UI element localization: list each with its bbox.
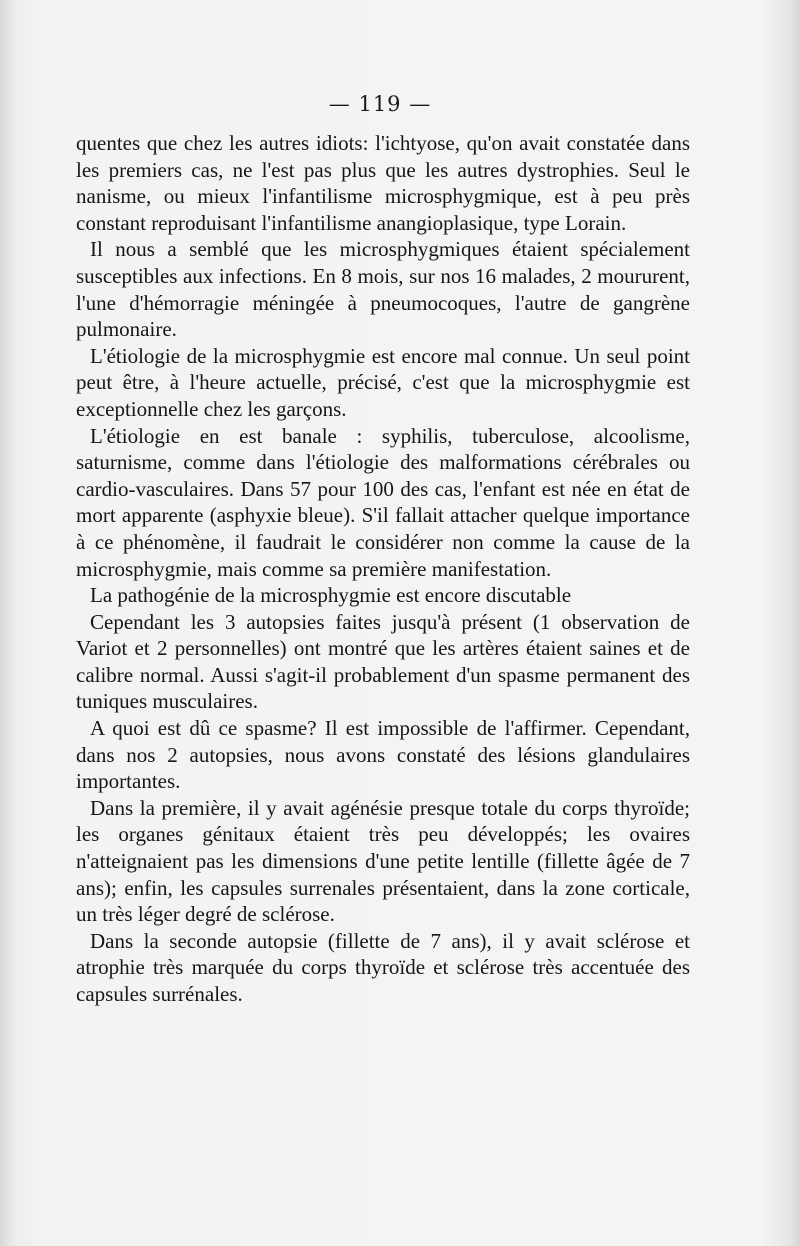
paragraph-9: Dans la seconde autopsie (fillette de 7 ans), il y avait sclérose et atrophie très marquée du corps thyroïde et sclérose très accentuée des capsules surrénales. [76,928,690,1006]
paragraph-1: quentes que chez les autres idiots: l'ichtyose, qu'on avait constatée dans les premiers cas, ne l'est pas plus que les autres dystrophies. Seul le nanisme, ou mieux l'infantilisme microsphygmique, est à peu près constant reproduisant l'infantilisme anangioplasique, type Lorain. [76,131,690,235]
body-text [76,130,690,1008]
paragraph-6: Cependant les 3 autopsies faites jusqu'à présent (1 observation de Variot et 2 personnelles) ont montré que les artères étaient saines et de calibre normal. Aussi s'agit-il probablement d'un spasme permanent des tuniques musculaires. [76,609,690,714]
paragraph-2: Il nous a semblé que les microsphygmiques étaient spécialement susceptibles aux infections. En 8 mois, sur nos 16 malades, 2 moururent, l'une d'hémorragie méningée à pneumocoques, l'autre de gangrène pulmonaire. [76,237,690,342]
paragraph-5: La pathogénie de la microsphygmie est encore discutable [90,583,572,608]
paragraph-7: A quoi est dû ce spasme? Il est impossible de l'affirmer. Cependant, dans nos 2 autopsies, nous avons constaté des lésions glandulaires importantes. [76,716,690,794]
page-number: — 119 — [328,92,432,116]
paragraph-4: L'étiologie en est banale : syphilis, tuberculose, alcoolisme, saturnisme, comme dans l'étiologie des malformations cérébrales ou cardio-vasculaires. Dans 57 pour 100 des cas, l'enfant est née en état de mort apparente (asphyxie bleue). S'il fallait attacher quelque importance à ce phénomène, il faudrait le considérer non comme la cause de la microsphygmie, mais comme sa première manifestation. [76,423,690,581]
paragraph-3: L'étiologie de la microsphygmie est encore mal connue. Un seul point peut être, à l'heure actuelle, précisé, c'est que la microsphygmie est exceptionnelle chez les garçons. [76,343,690,421]
paragraph-8: Dans la première, il y avait agénésie presque totale du corps thyroïde; les organes génitaux étaient très peu développés; les ovaires n'atteignaient pas les dimensions d'une petite lentille (fillette âgée de 7 ans); enfin, les capsules surrenales présentaient, dans la zone corticale, un très léger degré de sclérose. [76,795,690,927]
